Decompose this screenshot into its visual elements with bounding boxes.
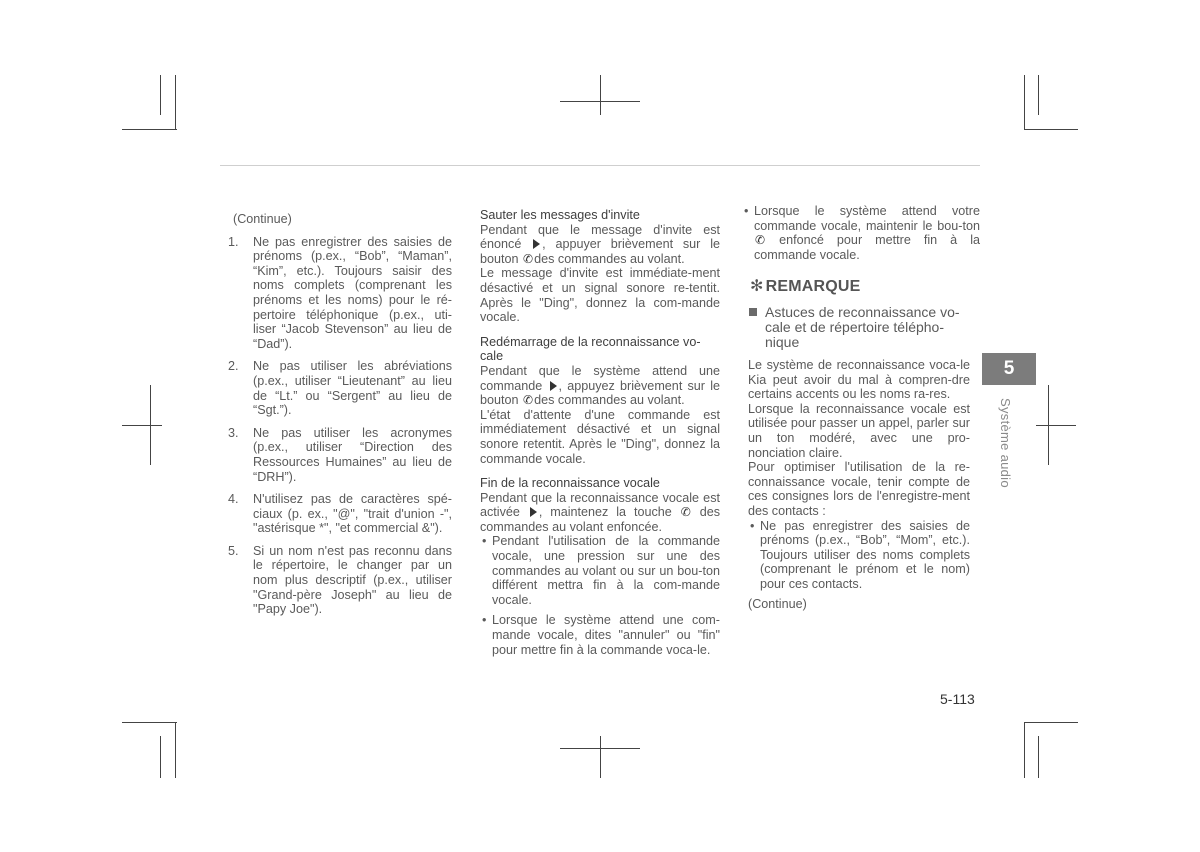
- voice-talk-button-icon: ✆: [523, 393, 534, 408]
- crop-mark: [1048, 385, 1049, 465]
- list-item-text: N'utilisez pas de caractères spé-ciaux (p. ex., "@", "trait d'union -", "astérisque *", "et commercial &").: [253, 492, 452, 536]
- header-divider: [220, 165, 980, 166]
- crop-mark: [160, 75, 161, 115]
- list-item-text: Lorsque le système attend une com-mande vocale, dites "annuler" ou "fin" pour mettre fin à la commande voca-le.: [492, 613, 720, 657]
- list-item: [748, 519, 970, 592]
- numbered-list: [228, 235, 452, 617]
- continue-label: (Continue): [233, 212, 292, 226]
- list-number: 3.: [228, 425, 239, 440]
- column-1: [228, 212, 452, 625]
- bullet-icon: •: [482, 534, 487, 549]
- column-2: [480, 208, 720, 663]
- continue-label: (Continue): [748, 597, 807, 612]
- list-number: 4.: [228, 492, 239, 507]
- play-triangle-icon: [530, 507, 537, 517]
- asterisk-icon: ✻: [750, 278, 764, 296]
- list-item-text: Ne pas enregistrer des saisies de prénoms (p.ex., “Bob”, “Maman”, “Kim”, etc.). Toujours saisir des noms complets (comprenant les prénoms et les noms) pour le ré-pertoire téléphonique (p.ex., uti-liser “Jacob Stevenson” au lieu de “Dad”).: [253, 234, 452, 351]
- paragraph: Pour optimiser l'utilisation de la re-connaissance vocale, tenir compte de ces consignes lors de l'enregistre-ment des contacts :: [748, 460, 970, 518]
- crop-mark: [1038, 736, 1039, 778]
- bullet-list: [480, 534, 720, 657]
- text-run: Pendant que le système attend une commande: [480, 363, 720, 393]
- text-run: , appuyez brièvement sur le bouton: [480, 378, 720, 408]
- tip-title-text: Astuces de reconnaissance vo-cale et de répertoire télépho-nique: [765, 303, 960, 350]
- paragraph: Lorsque la reconnaissance vocale est utilisée pour passer un appel, parler sur un ton modéré, avec une pro-nonciation claire.: [748, 401, 970, 460]
- text-run: des commandes au volant.: [534, 251, 685, 266]
- text-run: , maintenez la touche: [538, 505, 672, 520]
- crop-mark: [160, 736, 161, 778]
- chapter-number-tab: 5: [982, 353, 1036, 385]
- crop-mark: [175, 723, 176, 778]
- text-run: des commandes au volant enfoncée.: [480, 505, 721, 534]
- crop-mark: [1036, 425, 1076, 426]
- bullet-list: [748, 519, 970, 592]
- list-item-text: Si un nom n'est pas reconnu dans le répertoire, le changer par un nom plus descriptif (p.ex., utiliser "Grand-père Joseph" au lieu de "Papy Joe").: [253, 543, 452, 617]
- column-3: [742, 204, 980, 612]
- bullet-icon: •: [482, 613, 487, 628]
- play-triangle-icon: [550, 381, 557, 391]
- text-run: enfoncé pour mettre fin à la commande vocale.: [754, 233, 980, 262]
- voice-talk-button-icon: ✆: [523, 251, 534, 266]
- list-number: 2.: [228, 359, 239, 374]
- crop-mark: [1024, 129, 1078, 130]
- crop-mark: [560, 748, 640, 749]
- list-number: 1.: [228, 234, 239, 249]
- section-heading-end: Fin de la reconnaissance vocale: [480, 476, 660, 491]
- section-heading-restart: Redémarrage de la reconnaissance vo-cale: [480, 334, 701, 364]
- voice-talk-button-icon: ✆: [755, 233, 766, 248]
- list-item: [742, 204, 980, 262]
- remark-heading: [750, 280, 980, 295]
- list-number: 5.: [228, 543, 239, 558]
- list-item: [228, 544, 452, 617]
- list-item: [228, 426, 452, 484]
- list-item-text: Pendant l'utilisation de la commande vocale, une pression sur une des commandes au volant ou sur un bou-ton différent mettra fin à la com-mande vocale.: [492, 534, 720, 607]
- text-run: Pendant que le message d'invite est énoncé: [480, 222, 720, 252]
- tip-heading: [749, 305, 972, 350]
- list-item: [228, 359, 452, 417]
- paragraph: [480, 223, 720, 267]
- list-item: [480, 613, 720, 657]
- crop-mark: [600, 736, 601, 778]
- crop-mark: [122, 425, 162, 426]
- crop-mark: [560, 101, 640, 102]
- paragraph: Le message d'invite est immédiate-ment désactivé et un signal sonore re-tentit. Après le "Ding", donnez la com-mande vocale.: [480, 266, 720, 325]
- crop-mark: [1038, 75, 1039, 115]
- section-heading-skip-prompts: Sauter les messages d'invite: [480, 208, 640, 222]
- crop-mark: [150, 385, 151, 465]
- bullet-icon: •: [744, 204, 749, 218]
- paragraph: [480, 491, 720, 535]
- square-bullet-icon: [749, 308, 757, 316]
- list-item: [480, 534, 720, 607]
- crop-mark: [122, 129, 177, 130]
- play-triangle-icon: [533, 239, 540, 249]
- list-item-text: Ne pas enregistrer des saisies de prénoms (p.ex., “Bob”, “Mom”, etc.). Toujours utiliser des noms complets (comprenant le prénom et le nom) pour ces contacts.: [760, 518, 970, 591]
- tip-body: [748, 358, 970, 612]
- paragraph: L'état d'attente d'une commande est immédiatement désactivé et un signal sonore retentit. Après le "Ding", donnez la commande vocale.: [480, 407, 720, 466]
- crop-mark: [122, 722, 177, 723]
- crop-mark: [1024, 723, 1025, 778]
- text-run: Lorsque le système attend votre commande vocale, maintenir le bou-ton: [754, 204, 980, 233]
- bullet-list: [742, 204, 980, 262]
- chapter-label: Système audio: [998, 398, 1013, 488]
- crop-mark: [1024, 75, 1025, 130]
- crop-mark: [175, 75, 176, 130]
- crop-mark: [600, 75, 601, 115]
- list-item: [228, 235, 452, 352]
- list-item-text: Ne pas utiliser les abréviations (p.ex., utiliser “Lieutenant” au lieu de “Lt.” ou “Sergent” au lieu de “Sgt.”).: [253, 359, 452, 418]
- voice-talk-button-icon: ✆: [680, 505, 691, 520]
- crop-mark: [1024, 722, 1078, 723]
- bullet-icon: •: [750, 518, 755, 533]
- paragraph: [480, 364, 720, 408]
- text-run: des commandes au volant.: [534, 393, 685, 408]
- list-item: [228, 492, 452, 536]
- paragraph: Le système de reconnaissance voca-le Kia peut avoir du mal à compren-dre certains accents ou les noms ra-res.: [748, 357, 970, 402]
- text-run: , appuyer brièvement sur le bouton: [480, 237, 720, 266]
- remark-title: REMARQUE: [765, 278, 861, 296]
- text-run: Pendant que la reconnaissance vocale est activée: [480, 490, 720, 520]
- list-item-text: Ne pas utiliser les acronymes (p.ex., utiliser “Direction des Ressources Humaines” au lieu de “DRH”).: [253, 425, 452, 484]
- page-number: 5-113: [940, 691, 975, 707]
